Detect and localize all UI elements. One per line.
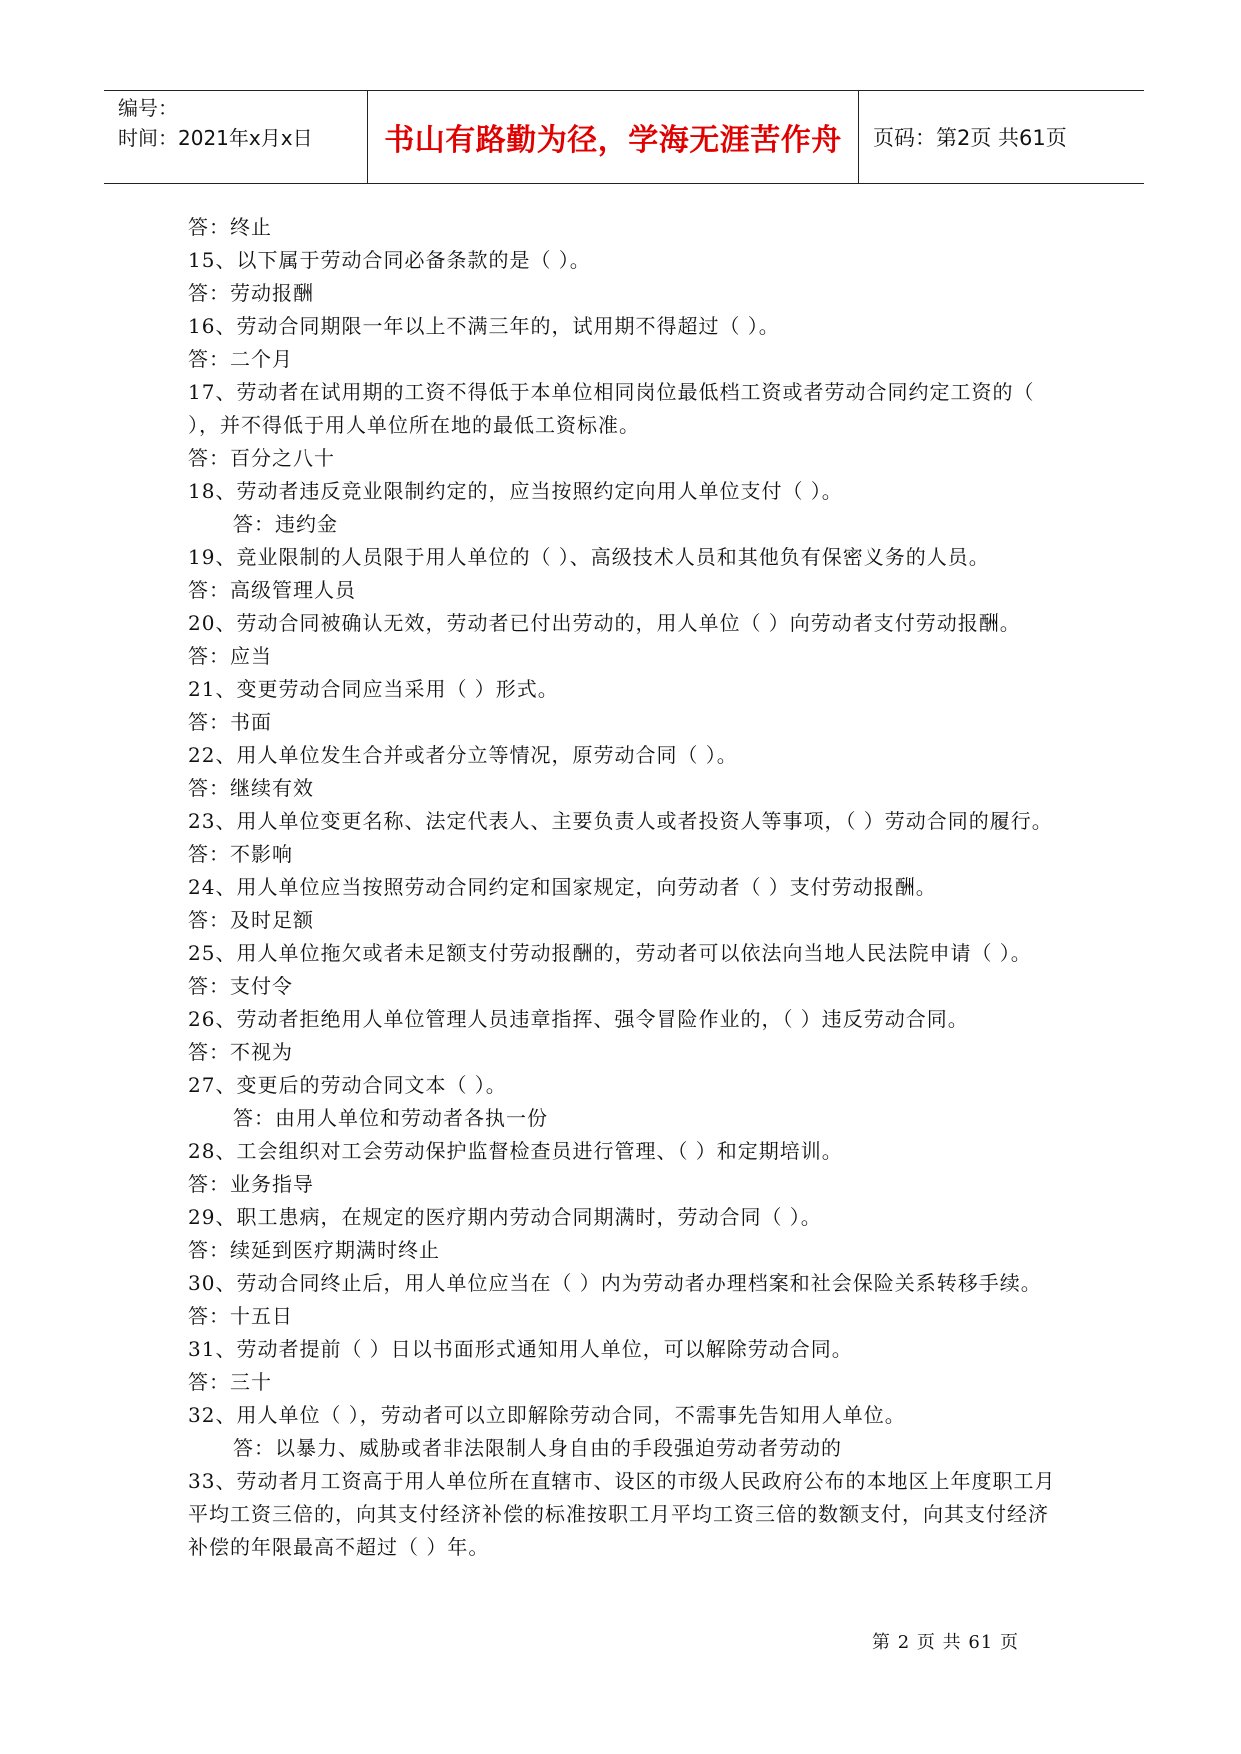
answer-line: 答：续延到医疗期满时终止 [188, 1238, 440, 1262]
question-line: 28、工会组织对工会劳动保护监督检查员进行管理、（ ）和定期培训。 [188, 1139, 843, 1163]
question-line: 17、劳动者在试用期的工资不得低于本单位相同岗位最低档工资或者劳动合同约定工资的（ ），并不得低于用人单位所在地的最低工资标准。 [188, 380, 1035, 437]
answer-line: 答：百分之八十 [188, 446, 335, 470]
question-line: 29、职工患病，在规定的医疗期内劳动合同期满时，劳动合同（ ）。 [188, 1205, 822, 1229]
answer-line: 答：业务指导 [188, 1172, 314, 1196]
question-line: 32、用人单位（ ），劳动者可以立即解除劳动合同，不需事先告知用人单位。 [188, 1403, 906, 1427]
answer-line: 答：十五日 [188, 1304, 293, 1328]
document-number-label: 编号： [118, 96, 178, 120]
answer-line: 答：二个月 [188, 347, 293, 371]
header-motto: 书山有路勤为径，学海无涯苦作舟 [368, 91, 859, 183]
answer-line: 答：及时足额 [188, 908, 314, 932]
question-line: 16、劳动合同期限一年以上不满三年的，试用期不得超过（ ）。 [188, 314, 780, 338]
answer-line: 答：以暴力、威胁或者非法限制人身自由的手段强迫劳动者劳动的 [233, 1436, 842, 1460]
header-page-code: 页码：第2页 共61页 [873, 126, 1067, 150]
answer-line: 答：终止 [188, 215, 272, 239]
page-header [104, 90, 1144, 184]
answer-line: 答：劳动报酬 [188, 281, 314, 305]
question-line: 21、变更劳动合同应当采用（ ）形式。 [188, 677, 559, 701]
question-line: 31、劳动者提前（ ）日以书面形式通知用人单位，可以解除劳动合同。 [188, 1337, 853, 1361]
answer-line: 答：应当 [188, 644, 272, 668]
question-line: 27、变更后的劳动合同文本（ ）。 [188, 1073, 507, 1097]
answer-line: 答：高级管理人员 [188, 578, 356, 602]
answer-line: 答：支付令 [188, 974, 293, 998]
header-meta [104, 91, 368, 183]
question-line: 30、劳动合同终止后，用人单位应当在（ ）内为劳动者办理档案和社会保险关系转移手续。 [188, 1271, 1042, 1295]
question-line: 25、用人单位拖欠或者未足额支付劳动报酬的，劳动者可以依法向当地人民法院申请（ ）。 [188, 941, 1032, 965]
question-line: 20、劳动合同被确认无效，劳动者已付出劳动的，用人单位（ ）向劳动者支付劳动报酬。 [188, 611, 1021, 635]
document-time-label: 时间：2021年x月x日 [118, 126, 313, 150]
answer-line: 答：违约金 [233, 512, 338, 536]
question-line: 19、竞业限制的人员限于用人单位的（ ）、高级技术人员和其他负有保密义务的人员。 [188, 545, 990, 569]
question-line: 23、用人单位变更名称、法定代表人、主要负责人或者投资人等事项，（ ）劳动合同的履行。 [188, 809, 1053, 833]
question-line: 33、劳动者月工资高于用人单位所在直辖市、设区的市级人民政府公布的本地区上年度职工月平均工资三倍的，向其支付经济补偿的标准按职工月平均工资三倍的数额支付，向其支付经济补偿的年限最高不超过（ ）年。 [188, 1469, 1056, 1559]
page-footer: 第 2 页 共 61 页 [872, 1632, 1019, 1653]
answer-line: 答：由用人单位和劳动者各执一份 [233, 1106, 548, 1130]
question-line: 26、劳动者拒绝用人单位管理人员违章指挥、强令冒险作业的，（ ）违反劳动合同。 [188, 1007, 969, 1031]
answer-line: 答：不影响 [188, 842, 293, 866]
question-line: 18、劳动者违反竞业限制约定的，应当按照约定向用人单位支付（ ）。 [188, 479, 843, 503]
answer-line: 答：书面 [188, 710, 272, 734]
answer-line: 答：继续有效 [188, 776, 314, 800]
document-body [188, 211, 1064, 1564]
answer-line: 答：不视为 [188, 1040, 293, 1064]
question-line: 15、以下属于劳动合同必备条款的是（ ）。 [188, 248, 591, 272]
question-line: 22、用人单位发生合并或者分立等情况，原劳动合同（ ）。 [188, 743, 738, 767]
question-line: 24、用人单位应当按照劳动合同约定和国家规定，向劳动者（ ）支付劳动报酬。 [188, 875, 937, 899]
answer-line: 答：三十 [188, 1370, 272, 1394]
